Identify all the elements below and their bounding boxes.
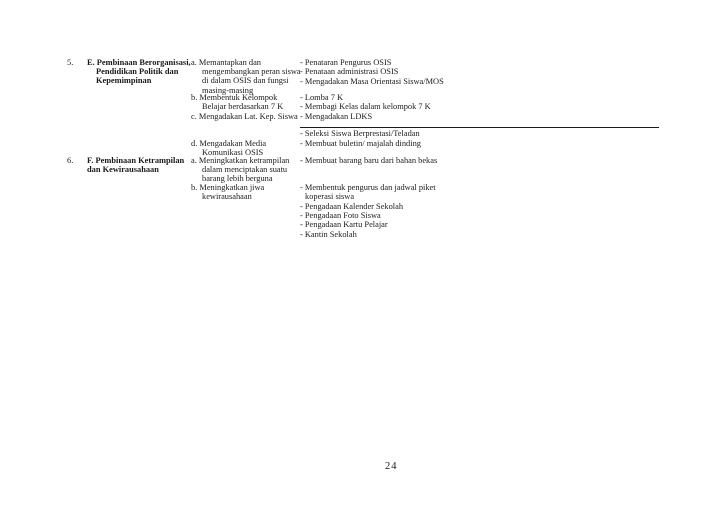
page-number: 24: [385, 461, 398, 472]
program-item: - Lomba 7 K: [300, 93, 344, 102]
section-5-number: 5.: [67, 58, 74, 67]
activity-line: Belajar berdasarkan 7 K: [202, 102, 284, 112]
section-6-title-line: F. Pembinaan Ketrampilan: [87, 156, 185, 165]
activity-line: mengembangkan peran siswa: [202, 67, 301, 77]
section-5-title-line: E. Pembinaan Berorganisasi,: [87, 58, 191, 67]
program-item: - Seleksi Siswa Berprestasi/Teladan: [300, 129, 420, 138]
section-6-activity-a: [191, 156, 289, 184]
program-line: - Kantin Sekolah: [300, 230, 357, 239]
program-item: - Penataran Pengurus OSIS: [300, 58, 392, 67]
activity-line: b. Meningkatkan jiwa: [191, 183, 265, 192]
program-item: [300, 156, 437, 165]
program-line: - Pengadaan Kartu Pelajar: [300, 220, 388, 229]
program-item: - Mengadakan LDKS: [300, 112, 373, 121]
program-item: [300, 183, 436, 201]
section-5-activity-c: [191, 112, 298, 121]
activity-line: barang lebih berguna: [202, 174, 273, 184]
activity-line: masing-masing: [202, 85, 254, 95]
activity-line: a. Meningkatkan ketrampilan: [191, 156, 290, 165]
program-item: [300, 230, 357, 239]
program-line: - Membentuk pengurus dan jadwal piket: [300, 183, 436, 192]
section-5-activity-a: [191, 58, 301, 95]
section-6-activity-b: [191, 183, 264, 201]
section-5-title-line: Pendidikan Politik dan: [96, 67, 179, 77]
activity-line: c. Mengadakan Lat. Kep. Siswa: [191, 112, 298, 121]
program-item: - Mengadakan Masa Orientasi Siswa/MOS: [300, 77, 444, 86]
section-6-title: [87, 156, 184, 174]
section-5-title: [87, 58, 191, 86]
activity-line: dalam menciptakan suatu: [202, 165, 288, 175]
activity-line: di dalam OSIS dan fungsi: [202, 76, 289, 86]
program-item: - Penataan administrasi OSIS: [300, 67, 399, 76]
program-line: - Membuat barang baru dari bahan bekas: [300, 156, 438, 165]
activity-line: a. Memantapkan dan: [191, 58, 261, 67]
section-5-activity-d: [191, 139, 266, 157]
section-6-title-line: dan Kewirausahaan: [87, 165, 159, 175]
activity-line: Komunikasi OSIS: [202, 148, 264, 158]
activity-line: b. Membentuk Kelompok: [191, 93, 278, 102]
program-line: - Pengadaan Foto Siswa: [300, 211, 381, 220]
program-line: koperasi siswa: [305, 192, 355, 202]
divider-line: [300, 127, 659, 128]
section-6-number: 6.: [67, 156, 74, 165]
activity-line: kewirausahaan: [202, 192, 252, 202]
section-5-activity-b: [191, 93, 283, 111]
program-item: [300, 220, 388, 229]
program-item: - Membagi Kelas dalam kelompok 7 K: [300, 102, 431, 111]
activity-line: d. Mengadakan Media: [191, 139, 267, 148]
program-line: - Pengadaan Kalender Sekolah: [300, 202, 404, 211]
program-item: [300, 211, 381, 220]
program-item: [300, 202, 403, 211]
section-5-title-line: Kepemimpinan: [96, 76, 152, 86]
program-item: - Membuat buletin/ majalah dinding: [300, 139, 421, 148]
